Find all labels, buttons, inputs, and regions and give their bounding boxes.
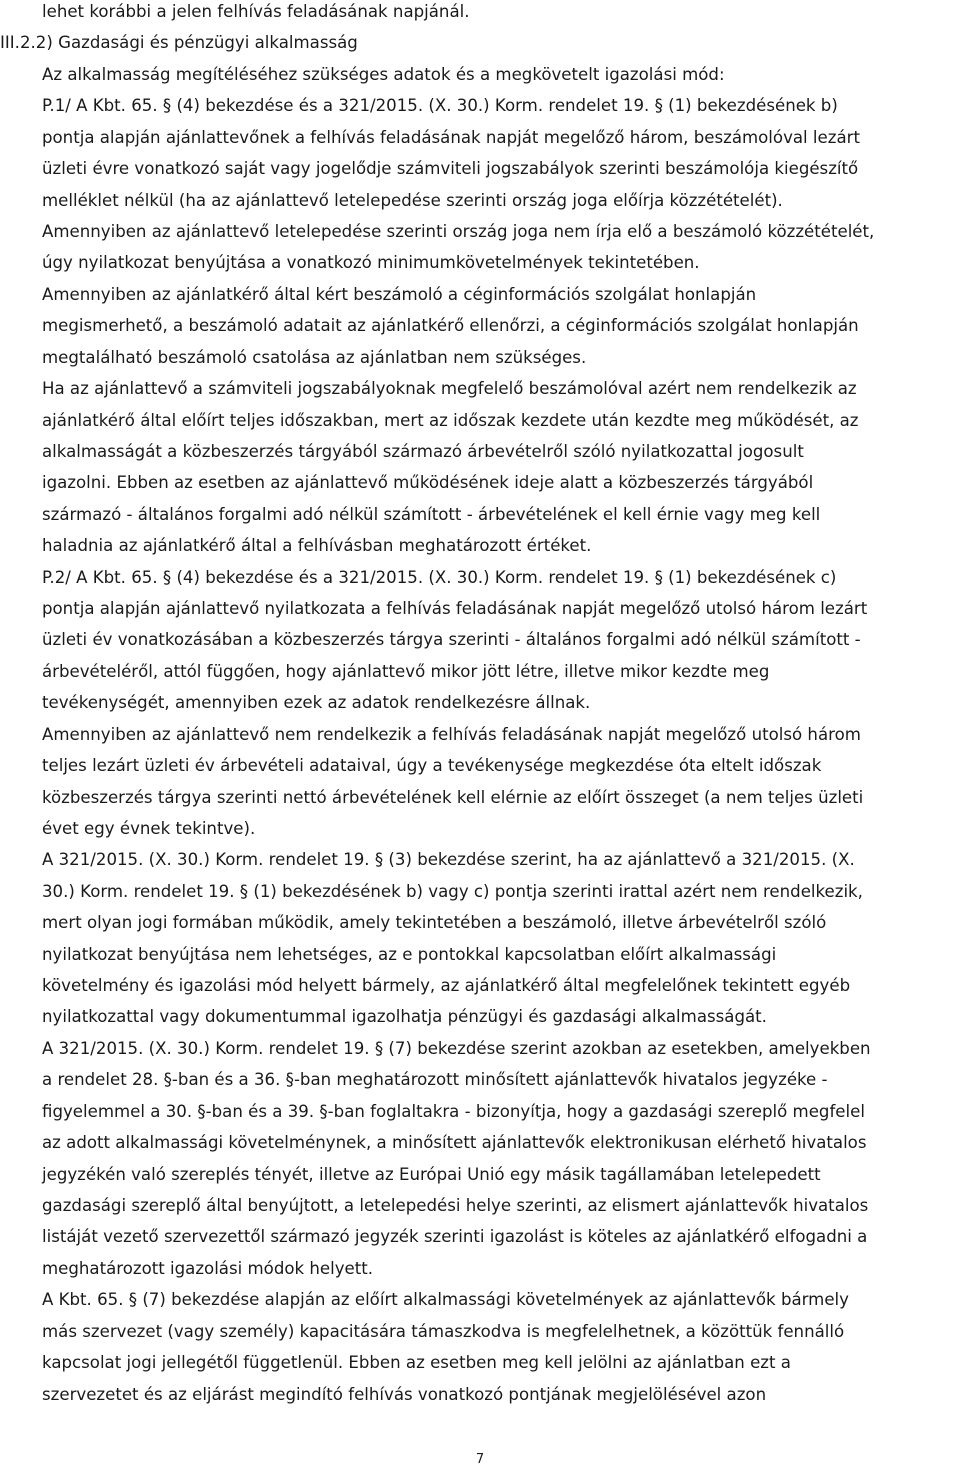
text-line: A Kbt. 65. § (7) bekezdése alapján az előírt alkalmassági követelmények az ajánlattevők bármely [42, 1290, 849, 1310]
text-line: Amennyiben az ajánlattevő letelepedése szerinti ország joga nem írja elő a beszámoló közzétételét, [42, 221, 875, 241]
text-line: évet egy évnek tekintve). [42, 818, 256, 838]
text-line: Amennyiben az ajánlattevő nem rendelkezik a felhívás feladásának napját megelőző utolsó három [42, 724, 861, 744]
text-line: melléklet nélkül (ha az ajánlattevő letelepedése szerinti ország joga előírja közzétételét). [42, 190, 783, 210]
text-line: haladnia az ajánlatkérő által a felhívásban meghatározott értéket. [42, 536, 592, 556]
text-line: kapcsolat jogi jellegétől függetlenül. Ebben az esetben meg kell jelölni az ajánlatban ezt a [42, 1353, 791, 1373]
text-line: pontja alapján ajánlattevő nyilatkozata a felhívás feladásának napját megelőző utolsó három lezárt [42, 599, 868, 618]
text-line: mert olyan jogi formában működik, amely tekintetében a beszámoló, illetve árbevételről szóló [42, 913, 827, 933]
text-line: tevékenységét, amennyiben ezek az adatok rendelkezésre állnak. [42, 693, 591, 713]
page-number: 7 [475, 1452, 485, 1467]
text-line: ajánlatkérő által előírt teljes időszakban, mert az időszak kezdete után kezdte meg működését, az [42, 410, 859, 430]
text-line: 30.) Korm. rendelet 19. § (1) bekezdésének b) vagy c) pontja szerinti irattal azért nem rendelkezik, [42, 881, 863, 901]
text-line: lehet korábbi a jelen felhívás feladásának napjánál. [42, 2, 470, 21]
text-line: úgy nyilatkozat benyújtása a vonatkozó minimumkövetelmények tekintetében. [42, 253, 700, 273]
text-line: Az alkalmasság megítéléséhez szükséges adatok és a megkövetelt igazolási mód: [42, 64, 725, 84]
section-heading: III.2.2) Gazdasági és pénzügyi alkalmasság [0, 33, 358, 53]
text-line: üzleti év vonatkozásában a közbeszerzés tárgya szerinti - általános forgalmi adó nélkül számított - [42, 630, 861, 650]
text-line: pontja alapján ajánlattevőnek a felhívás feladásának napját megelőző három, beszámolóval lezárt [42, 127, 860, 147]
text-line: P.1/ A Kbt. 65. § (4) bekezdése és a 321/2015. (X. 30.) Korm. rendelet 19. § (1) bekezdésének b) [42, 96, 838, 116]
text-line: gazdasági szereplő által benyújtott, a letelepedési helye szerinti, az elismert ajánlattevők hivatalos [42, 1196, 869, 1215]
text-line: más szervezet (vagy személy) kapacitására támaszkodva is megfelelhetnek, a közöttük fennálló [42, 1321, 845, 1341]
text-line: megismerhető, a beszámoló adatait az ajánlatkérő ellenőrzi, a céginformációs szolgálat honlapján [42, 316, 859, 336]
text-line: megtalálható beszámoló csatolása az ajánlatban nem szükséges. [42, 347, 587, 367]
text-line: szervezetet és az eljárást megindító felhívás vonatkozó pontjának megjelölésével azon [42, 1384, 767, 1404]
text-line: teljes lezárt üzleti év árbevételi adataival, úgy a tevékenysége megkezdése óta eltelt időszak [42, 756, 822, 776]
text-line: listáját vezető szervezettől származó jegyzék szerinti igazolást is köteles az ajánlatkérő elfogadni a [42, 1227, 868, 1247]
text-line: származó - általános forgalmi adó nélkül számított - árbevételének el kell érnie vagy meg kell [42, 504, 821, 524]
text-line: Ha az ajánlattevő a számviteli jogszabályoknak megfelelő beszámolóval azért nem rendelkezik az [42, 379, 857, 398]
text-line: követelmény és igazolási mód helyett bármely, az ajánlatkérő által megfelelőnek tekintett egyéb [42, 976, 851, 995]
text-line: A 321/2015. (X. 30.) Korm. rendelet 19. § (3) bekezdése szerint, ha az ajánlattevő a 321/2015. (X. [42, 850, 855, 870]
text-line: figyelemmel a 30. §-ban és a 39. §-ban foglaltakra - bizonyítja, hogy a gazdasági szereplő megfelel [42, 1101, 865, 1121]
text-line: nyilatkozattal vagy dokumentummal igazolhatja pénzügyi és gazdasági alkalmasságát. [42, 1007, 767, 1027]
text-line: A 321/2015. (X. 30.) Korm. rendelet 19. § (7) bekezdése szerint azokban az esetekben, amelyekben [42, 1038, 871, 1058]
text-line: jegyzékén való szereplés tényét, illetve az Európai Unió egy másik tagállamában letelepedett [42, 1164, 821, 1184]
text-line: nyilatkozat benyújtása nem lehetséges, az e pontokkal kapcsolatban előírt alkalmassági [42, 944, 777, 964]
text-line: Amennyiben az ajánlatkérő által kért beszámoló a céginformációs szolgálat honlapján [42, 284, 757, 304]
text-line: a rendelet 28. §-ban és a 36. §-ban meghatározott minősített ajánlattevők hivatalos jegyzéke - [42, 1070, 828, 1090]
text-line: árbevételéről, attól függően, hogy ajánlattevő mikor jött létre, illetve mikor kezdte meg [42, 661, 770, 681]
text-line: közbeszerzés tárgya szerinti nettó árbevételének kell elérnie az előírt összeget (a nem teljes üzleti [42, 787, 864, 807]
text-line: üzleti évre vonatkozó saját vagy jogelődje számviteli jogszabályok szerinti beszámolója kiegészítő [42, 159, 859, 179]
text-line: meghatározott igazolási módok helyett. [42, 1258, 374, 1278]
text-line: igazolni. Ebben az esetben az ajánlattevő működésének ideje alatt a közbeszerzés tárgyából [42, 473, 814, 493]
text-line: az adott alkalmassági követelménynek, a minősített ajánlattevők elektronikusan elérhető hivatalos [42, 1133, 867, 1153]
text-line: alkalmasságát a közbeszerzés tárgyából származó árbevételről szóló nyilatkozattal jogosult [42, 441, 804, 461]
text-line: P.2/ A Kbt. 65. § (4) bekezdése és a 321/2015. (X. 30.) Korm. rendelet 19. § (1) bekezdésének c) [42, 567, 837, 587]
